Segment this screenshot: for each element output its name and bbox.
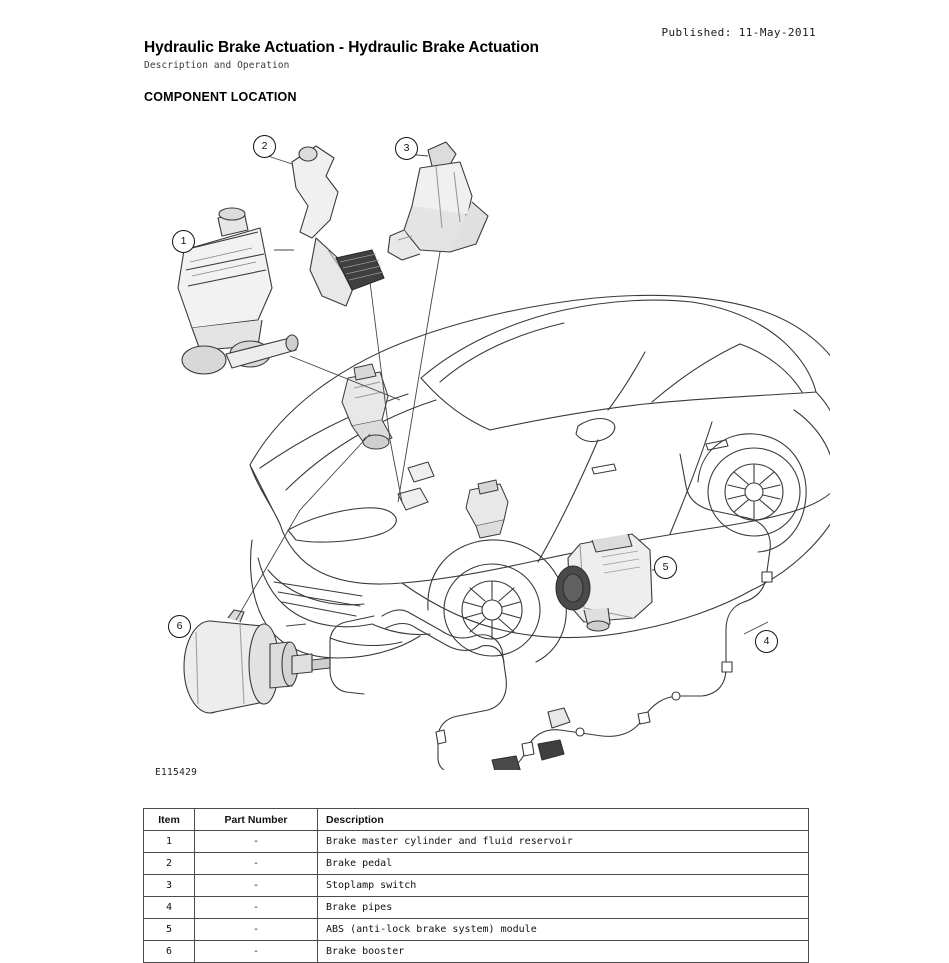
cell-item: 5 bbox=[144, 919, 195, 941]
table-row bbox=[144, 941, 809, 963]
table-row bbox=[144, 897, 809, 919]
callout-4: 4 bbox=[755, 630, 778, 653]
table-header-row bbox=[144, 809, 809, 831]
cell-description: Brake pipes bbox=[318, 897, 809, 919]
page-title: Hydraulic Brake Actuation - Hydraulic Brake Actuation bbox=[144, 39, 539, 56]
cell-part-number: - bbox=[195, 919, 318, 941]
column-header-item: Item bbox=[144, 809, 195, 831]
table-row bbox=[144, 853, 809, 875]
cell-item: 4 bbox=[144, 897, 195, 919]
table-row bbox=[144, 875, 809, 897]
component-location-illustration bbox=[140, 110, 830, 770]
column-header-part-number: Part Number bbox=[195, 809, 318, 831]
cell-description: ABS (anti-lock brake system) module bbox=[318, 919, 809, 941]
figure-id: E115429 bbox=[155, 767, 198, 778]
cell-item: 6 bbox=[144, 941, 195, 963]
callout-6: 6 bbox=[168, 615, 191, 638]
published-date: Published: 11-May-2011 bbox=[661, 26, 816, 39]
cell-part-number: - bbox=[195, 831, 318, 853]
cell-part-number: - bbox=[195, 875, 318, 897]
cell-part-number: - bbox=[195, 853, 318, 875]
cell-item: 3 bbox=[144, 875, 195, 897]
table-row bbox=[144, 919, 809, 941]
cell-description: Brake booster bbox=[318, 941, 809, 963]
callout-1: 1 bbox=[172, 230, 195, 253]
page-subtitle: Description and Operation bbox=[144, 60, 290, 71]
callout-3: 3 bbox=[395, 137, 418, 160]
cell-description: Brake pedal bbox=[318, 853, 809, 875]
callout-2: 2 bbox=[253, 135, 276, 158]
cell-description: Brake master cylinder and fluid reservoir bbox=[318, 831, 809, 853]
section-heading: COMPONENT LOCATION bbox=[144, 90, 297, 104]
cell-description: Stoplamp switch bbox=[318, 875, 809, 897]
callout-5: 5 bbox=[654, 556, 677, 579]
cell-part-number: - bbox=[195, 897, 318, 919]
vehicle-brake-system-drawing bbox=[140, 110, 830, 770]
parts-table bbox=[143, 808, 809, 963]
cell-item: 2 bbox=[144, 853, 195, 875]
cell-part-number: - bbox=[195, 941, 318, 963]
table-row bbox=[144, 831, 809, 853]
cell-item: 1 bbox=[144, 831, 195, 853]
column-header-description: Description bbox=[318, 809, 809, 831]
